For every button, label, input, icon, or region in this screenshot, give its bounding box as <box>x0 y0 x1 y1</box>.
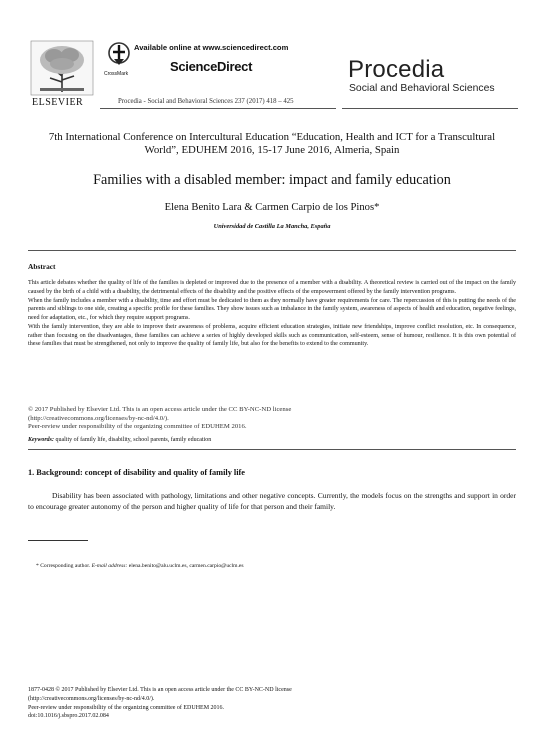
journal-subtitle: Social and Behavioral Sciences <box>349 83 495 94</box>
conference-info: 7th International Conference on Intercultural Education “Education, Health and ICT for a Transcultural World”, EDUHEM 2016, 15-17 June 2016, Almeria, Spain <box>48 131 496 156</box>
header-rule-right <box>342 108 518 109</box>
footnote-email-label: E-mail address: <box>91 563 128 569</box>
footer-block <box>28 686 488 721</box>
crossmark-label: CrossMark <box>104 71 129 77</box>
license-url[interactable]: (http://creativecommons.org/licenses/by-nc-nd/4.0/). <box>28 414 169 422</box>
abstract-paragraph: When the family includes a member with a disability, time and effort must be dedicated to them as they normally have greater requirements for care. The repercussion of this is putting the needs of the parents and siblings to one side, creating a specific profile for these families. They show issues such as imbalance in the family system, awareness of aspects of health and education, negative feelings, need for adaptation, etc., for which they require support programs. <box>28 297 516 321</box>
keywords-label: Keywords: <box>28 437 54 443</box>
authors: Elena Benito Lara & Carmen Carpio de los Pinos* <box>164 202 380 213</box>
abstract-body <box>28 279 516 349</box>
footer-license-url[interactable]: (http://creativecommons.org/licenses/by-nc-nd/4.0/). <box>28 695 155 702</box>
abstract-paragraph: With the family intervention, they are able to improve their awareness of problems, acquire efficient education strategies, initiate new friendships, improve conflict resolution, etc. In consequence, rather than focusing on the disadvantages, these families can achieve a series of highly developed skills such as communication, self-esteem, sense of humour, resilience. It is this own potential of these families that must be strengthened, not only to improve the quality of family life, but also for the benefits to extend to the community. <box>28 323 516 348</box>
sciencedirect-logo: ScienceDirect <box>170 59 253 74</box>
abstract-top-rule <box>28 250 516 251</box>
footnote-label: * Corresponding author. <box>36 563 91 569</box>
journal-title: Procedia <box>348 56 445 83</box>
keywords-list: quality of family life, disability, school parents, family education <box>55 437 212 443</box>
crossmark-icon[interactable] <box>108 42 130 68</box>
affiliation: Universidad de Castilla La Mancha, España <box>213 223 331 230</box>
corresponding-author-footnote <box>36 563 244 569</box>
license-line: © 2017 Published by Elsevier Ltd. This is an open access article under the CC BY-NC-ND license <box>28 406 292 413</box>
abstract-bottom-rule <box>28 449 516 450</box>
doi[interactable]: doi:10.1016/j.sbspro.2017.02.084 <box>28 713 109 720</box>
journal-citation: Procedia - Social and Behavioral Sciences 237 (2017) 418 – 425 <box>118 98 294 105</box>
paper-title: Families with a disabled member: impact and family education <box>93 172 451 188</box>
footer-peer-review: Peer-review under responsibility of the organizing committee of EDUHEM 2016. <box>28 704 225 711</box>
elsevier-tree-logo-icon <box>30 40 94 96</box>
available-online: Available online at www.sciencedirect.com <box>134 43 289 52</box>
abstract-heading: Abstract <box>28 262 56 271</box>
section-heading: 1. Background: concept of disability and quality of family life <box>28 468 245 477</box>
footnote-rule <box>28 540 88 541</box>
section-paragraph: Disability has been associated with pathology, limitations and other negative concepts. Currently, the models focus on the strengths and support in order to encourage greater autonomy of the person and higher quality of life for that person and their family. <box>28 491 516 511</box>
footer-license: 1877-0428 © 2017 Published by Elsevier Ltd. This is an open access article under the CC BY-NC-ND license <box>28 687 292 693</box>
keywords <box>28 437 211 443</box>
license-block <box>28 406 516 432</box>
footnote-email[interactable]: elena.benito@alu.uclm.es, carmen.carpio@uclm.es <box>128 563 244 569</box>
publisher-name: ELSEVIER <box>32 97 84 108</box>
abstract-paragraph: This article debates whether the quality of life of the families is depleted or improved due to the presence of a member with a disability. A theoretical review is carried out of the impact on the family caused by the birth of a child with a disability, the detrimental effects of the disability and the positive effects of the empowerment offered by the family intervention programs. <box>28 280 516 295</box>
peer-review-line: Peer-review under responsibility of the organizing committee of EDUHEM 2016. <box>28 423 247 431</box>
header-rule <box>100 108 336 109</box>
